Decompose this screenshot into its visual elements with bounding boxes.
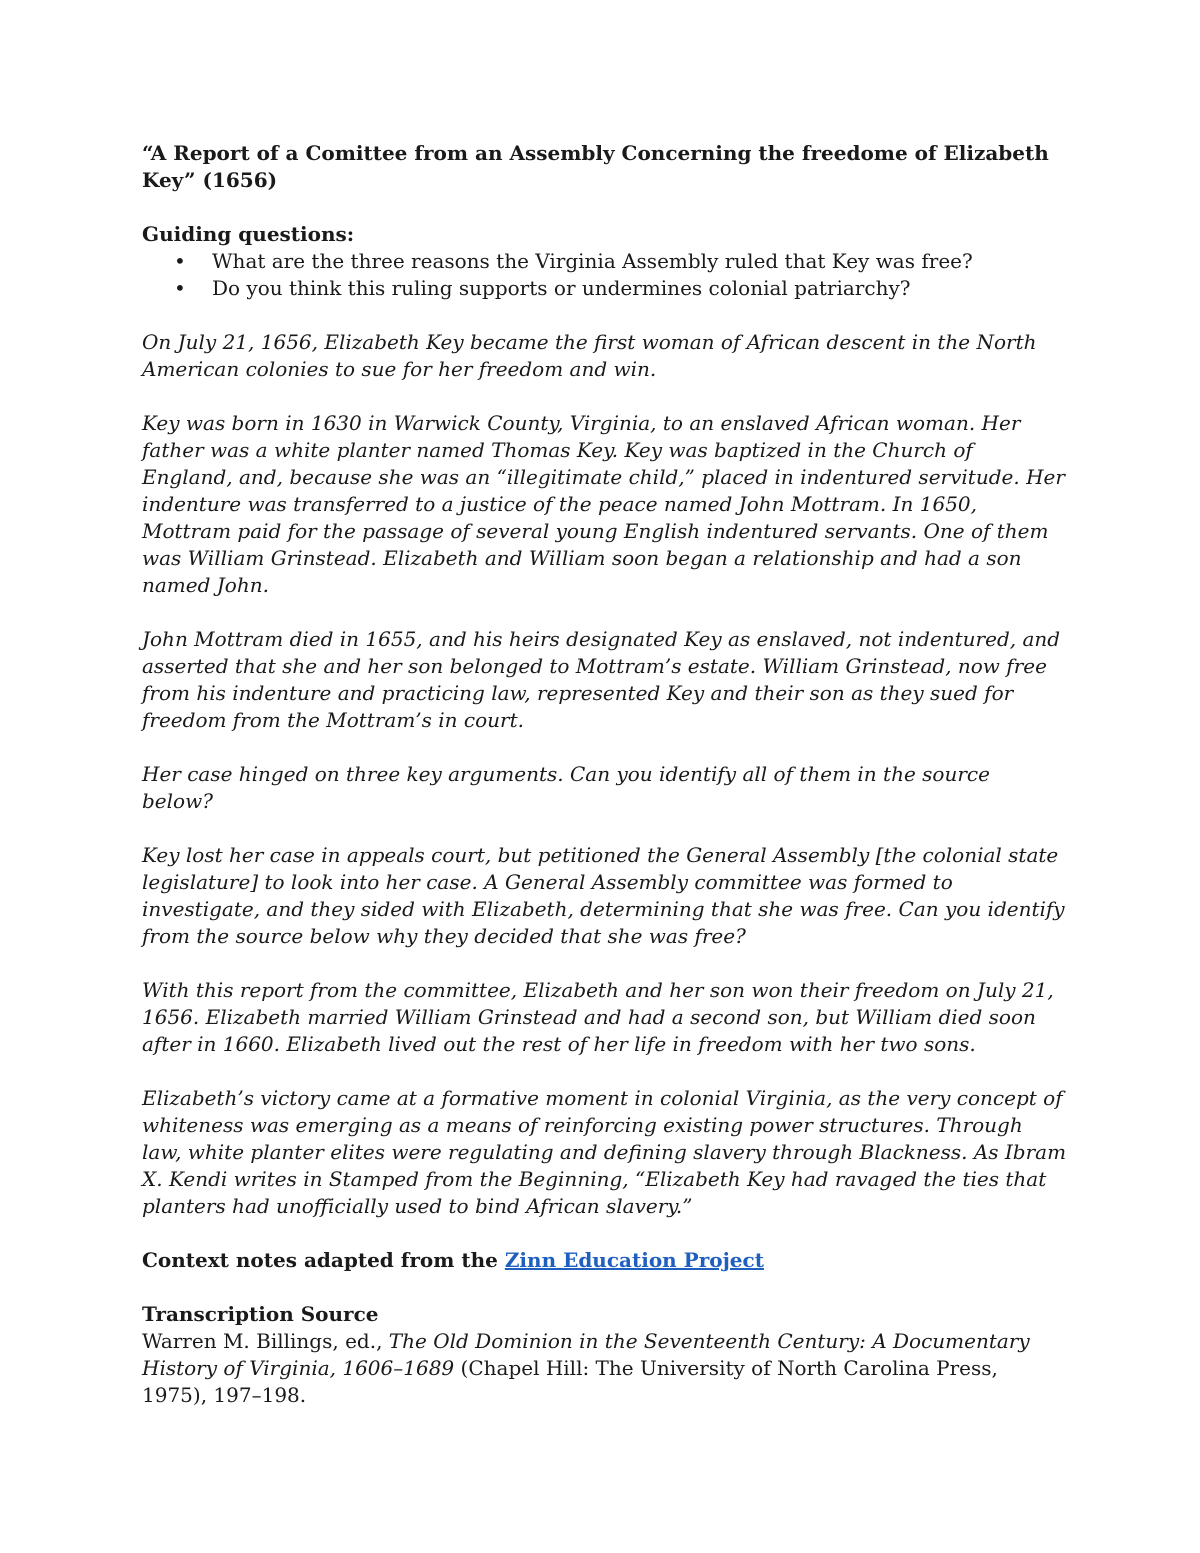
guiding-question-text: What are the three reasons the Virginia Assembly ruled that Key was free? [212, 249, 973, 273]
document-page [142, 140, 1067, 1409]
context-paragraph-background: Key was born in 1630 in Warwick County, Virginia, to an enslaved African woman. Her father was a white planter named Thomas Key. Key was baptized in the Church of England, and, because she was an “illegitimate child,” placed in indentured servitude. Her indenture was transferred to a justice of the peace named John Mottram. In 1650, Mottram paid for the passage of several young English indentured servants. One of them was William Grinstead. Elizabeth and William soon began a relationship and had a son named John. [142, 411, 1065, 597]
document-title: “A Report of a Comittee from an Assembly Concerning the freedome of Elizabeth Key” (1656) [142, 141, 1049, 192]
context-paragraph-intro: On July 21, 1656, Elizabeth Key became the first woman of African descent in the North American colonies to sue for her freedom and win. [142, 330, 1037, 381]
context-credit [142, 1247, 1067, 1274]
context-paragraph-mottram-estate: John Mottram died in 1655, and his heirs designated Key as enslaved, not indentured, and asserted that she and her son belonged to Mottram’s estate. William Grinstead, now free from his indenture and practicing law, represented Key and their son as they sued for freedom from the Mottram’s in court. [142, 627, 1061, 732]
list-item [142, 248, 1067, 275]
context-paragraph-arguments: Her case hinged on three key arguments. Can you identify all of them in the source below? [142, 762, 990, 813]
transcription-citation [142, 1328, 1067, 1409]
bullet-icon: • [174, 276, 186, 300]
zinn-education-project-link[interactable]: Zinn Education Project [504, 1248, 764, 1272]
bullet-icon: • [174, 249, 186, 273]
citation-work-title: The Old Dominion in the Seventeenth Century: A Documentary History of Virginia, 1606–1689 [142, 1329, 1030, 1380]
citation-editor: Warren M. Billings, ed., [142, 1329, 389, 1353]
list-item [142, 275, 1067, 302]
guiding-question-text: Do you think this ruling supports or undermines colonial patriarchy? [212, 276, 911, 300]
guiding-questions-heading: Guiding questions: [142, 222, 355, 246]
transcription-source-heading: Transcription Source [142, 1302, 379, 1326]
context-paragraph-freedom: With this report from the committee, Elizabeth and her son won their freedom on July 21, 1656. Elizabeth married William Grinstead and had a second son, but William died soon after in 1660. Elizabeth lived out the rest of her life in freedom with her two sons. [142, 978, 1054, 1056]
context-credit-prefix: Context notes adapted from the [142, 1248, 505, 1272]
guiding-questions-list [142, 248, 1067, 302]
citation-publication: (Chapel Hill: The University of North Carolina Press, 1975), 197–198. [142, 1356, 998, 1407]
context-paragraph-appeal: Key lost her case in appeals court, but petitioned the General Assembly [the colonial state legislature] to look into her case. A General Assembly committee was formed to investigate, and they sided with Elizabeth, determining that she was free. Can you identify from the source below why they decided that she was free? [142, 843, 1065, 948]
context-paragraph-significance: Elizabeth’s victory came at a formative moment in colonial Virginia, as the very concept of whiteness was emerging as a means of reinforcing existing power structures. Through law, white planter elites were regulating and defining slavery through Blackness. As Ibram X. Kendi writes in Stamped from the Beginning, “Elizabeth Key had ravaged the ties that planters had unofficially used to bind African slavery.” [142, 1086, 1067, 1218]
